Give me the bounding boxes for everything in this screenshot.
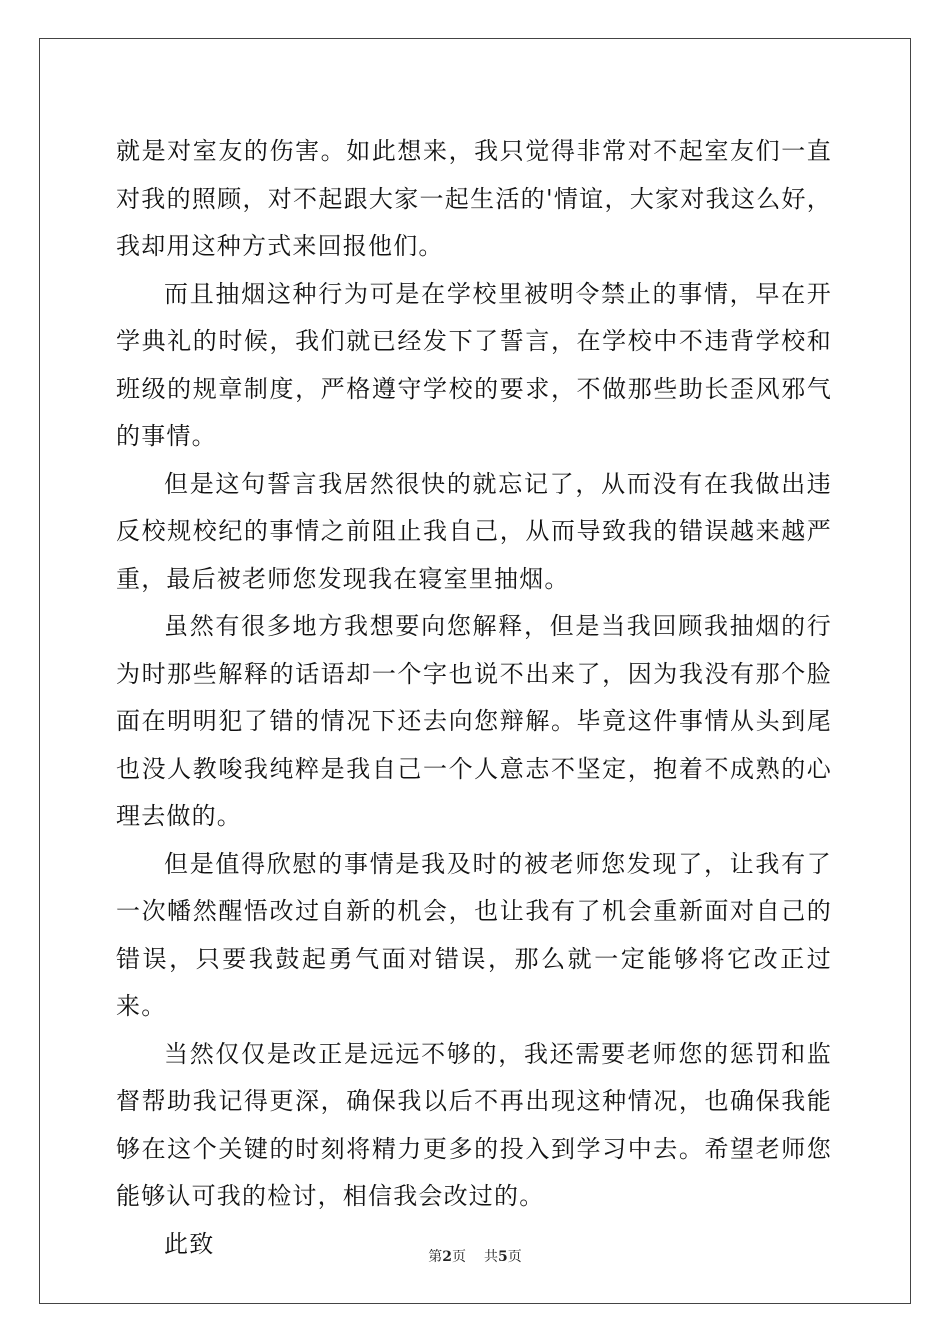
page-number-prefix: 第: [428, 1249, 443, 1265]
page-number-suffix: 页: [452, 1249, 466, 1265]
paragraph-6: 当然仅仅是改正是远远不够的，我还需要老师您的惩罚和监督帮助我记得更深，确保我以后不再出现这种情况，也确保我能够在这个关键的时刻将精力更多的投入到学习中去。希望老师您能够认可我的检讨，相信我会改过的。: [116, 1039, 832, 1210]
page-number-current: 2: [442, 1249, 452, 1265]
closing-salutation: 此致: [164, 1229, 215, 1258]
page-total-prefix: 共: [484, 1249, 498, 1265]
paragraph-1: 就是对室友的伤害。如此想来，我只觉得非常对不起室友们一直对我的照顾，对不起跟大家一起生活的'情谊，大家对我这么好，我却用这种方式来回报他们。: [116, 137, 832, 260]
paragraph-5: 但是值得欣慰的事情是我及时的被老师您发现了，让我有了一次幡然醒悟改过自新的机会，也让我有了机会重新面对自己的错误，只要我鼓起勇气面对错误，那么就一定能够将它改正过来。: [116, 849, 832, 1020]
page-number-total: 5: [498, 1249, 508, 1265]
paragraph-4: 虽然有很多地方我想要向您解释，但是当我回顾我抽烟的行为时那些解释的话语却一个字也说不出来了，因为我没有那个脸面在明明犯了错的情况下还去向您辩解。毕竟这件事情从头到尾也没人教唆我纯粹是我自己一个人意志不坚定，抱着不成熟的心理去做的。: [116, 612, 832, 830]
document-body: [116, 128, 832, 1268]
page-total-suffix: 页: [507, 1249, 522, 1265]
paragraph-3: 但是这句誓言我居然很快的就忘记了，从而没有在我做出违反校规校纪的事情之前阻止我自己，从而导致我的错误越来越严重，最后被老师您发现我在寝室里抽烟。: [116, 469, 832, 593]
page-footer: [0, 1247, 950, 1267]
paragraph-2: 而且抽烟这种行为可是在学校里被明令禁止的事情，早在开学典礼的时候，我们就已经发下了誓言，在学校中不违背学校和班级的规章制度，严格遵守学校的要求，不做那些助长歪风邪气的事情。: [116, 279, 832, 450]
